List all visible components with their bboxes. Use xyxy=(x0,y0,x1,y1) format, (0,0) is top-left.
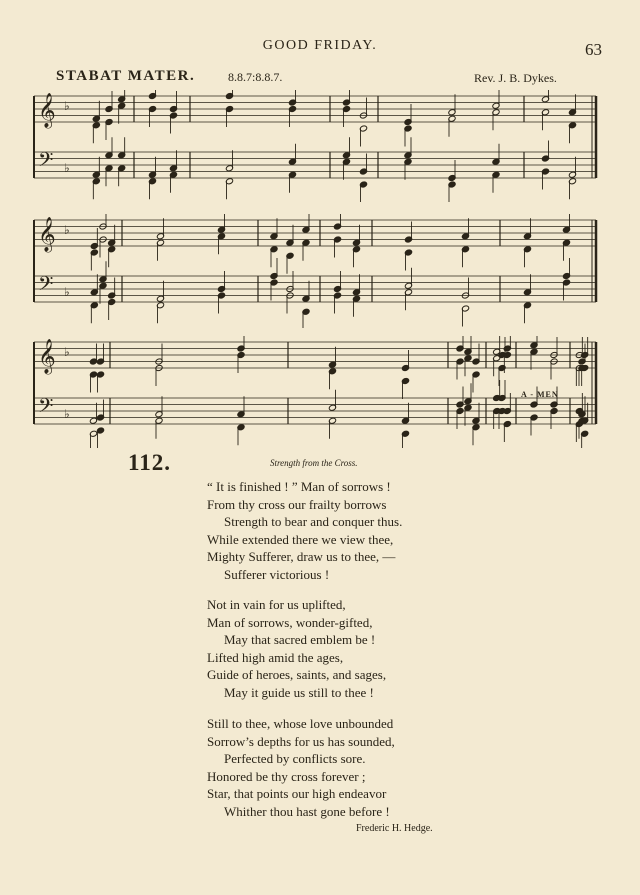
amen-lyric: A - MEN xyxy=(521,390,559,399)
verse-line: Still to thee, whose love unbounded xyxy=(207,716,394,731)
tune-meter: 8.8.7:8.8.7. xyxy=(228,70,283,84)
bass-clef-icon: 𝄢 xyxy=(38,272,54,300)
verse-line: Not in vain for us uplifted, xyxy=(207,597,346,612)
tune-composer: Rev. J. B. Dykes. xyxy=(474,71,557,85)
bass-clef-icon: 𝄢 xyxy=(38,148,54,176)
flat-icon: ♭ xyxy=(64,223,70,237)
music-system-2 xyxy=(30,214,600,328)
verse-line: May it guide us still to thee ! xyxy=(224,684,374,700)
hymn-author: Frederic H. Hedge. xyxy=(356,823,433,834)
flat-icon: ♭ xyxy=(64,99,70,113)
bass-clef-icon: 𝄢 xyxy=(38,394,54,422)
flat-icon: ♭ xyxy=(64,345,70,359)
page-number: 63 xyxy=(585,40,602,59)
hymn-subtitle: Strength from the Cross. xyxy=(270,458,358,468)
verse-line: Whither thou hast gone before ! xyxy=(224,803,390,819)
verse-line: “ It is finished ! ” Man of sorrows ! xyxy=(207,479,391,494)
flat-icon: ♭ xyxy=(64,161,70,175)
verse-3 xyxy=(207,715,395,821)
music-system-1 xyxy=(30,90,600,202)
verse-line: Honored be thy cross forever ; xyxy=(207,768,366,784)
hymn-number: 112. xyxy=(128,450,171,475)
verse-line: Star, that points our high endeavor xyxy=(207,786,387,802)
verse-line: Guide of heroes, saints, and sages, xyxy=(207,667,387,683)
verse-line: Lifted high amid the ages, xyxy=(207,649,344,665)
verse-line: Sufferer victorious ! xyxy=(224,566,330,582)
treble-clef-icon: 𝄞 xyxy=(38,339,56,374)
running-head: GOOD FRIDAY. xyxy=(262,38,378,53)
verse-line: Perfected by conflicts sore. xyxy=(224,751,366,767)
treble-clef-icon: 𝄞 xyxy=(38,217,56,252)
verse-line: May that sacred emblem be ! xyxy=(224,632,376,648)
flat-icon: ♭ xyxy=(64,407,70,421)
treble-clef-icon: 𝄞 xyxy=(38,93,56,128)
flat-icon: ♭ xyxy=(64,285,70,299)
verse-line: While extended there we view thee, xyxy=(207,531,394,547)
music-system-3 xyxy=(30,336,600,448)
verse-line: Mighty Sufferer, draw us to thee, — xyxy=(207,549,396,565)
verse-line: Sorrow’s depths for us has sounded, xyxy=(207,733,395,749)
verse-line: Man of sorrows, wonder-gifted, xyxy=(207,614,373,630)
verse-line: Strength to bear and conquer thus. xyxy=(224,514,403,530)
verse-1 xyxy=(207,478,402,584)
tune-title: STABAT MATER. xyxy=(56,68,196,84)
verse-2 xyxy=(207,596,386,702)
verse-line: From thy cross our frailty borrows xyxy=(207,496,387,512)
